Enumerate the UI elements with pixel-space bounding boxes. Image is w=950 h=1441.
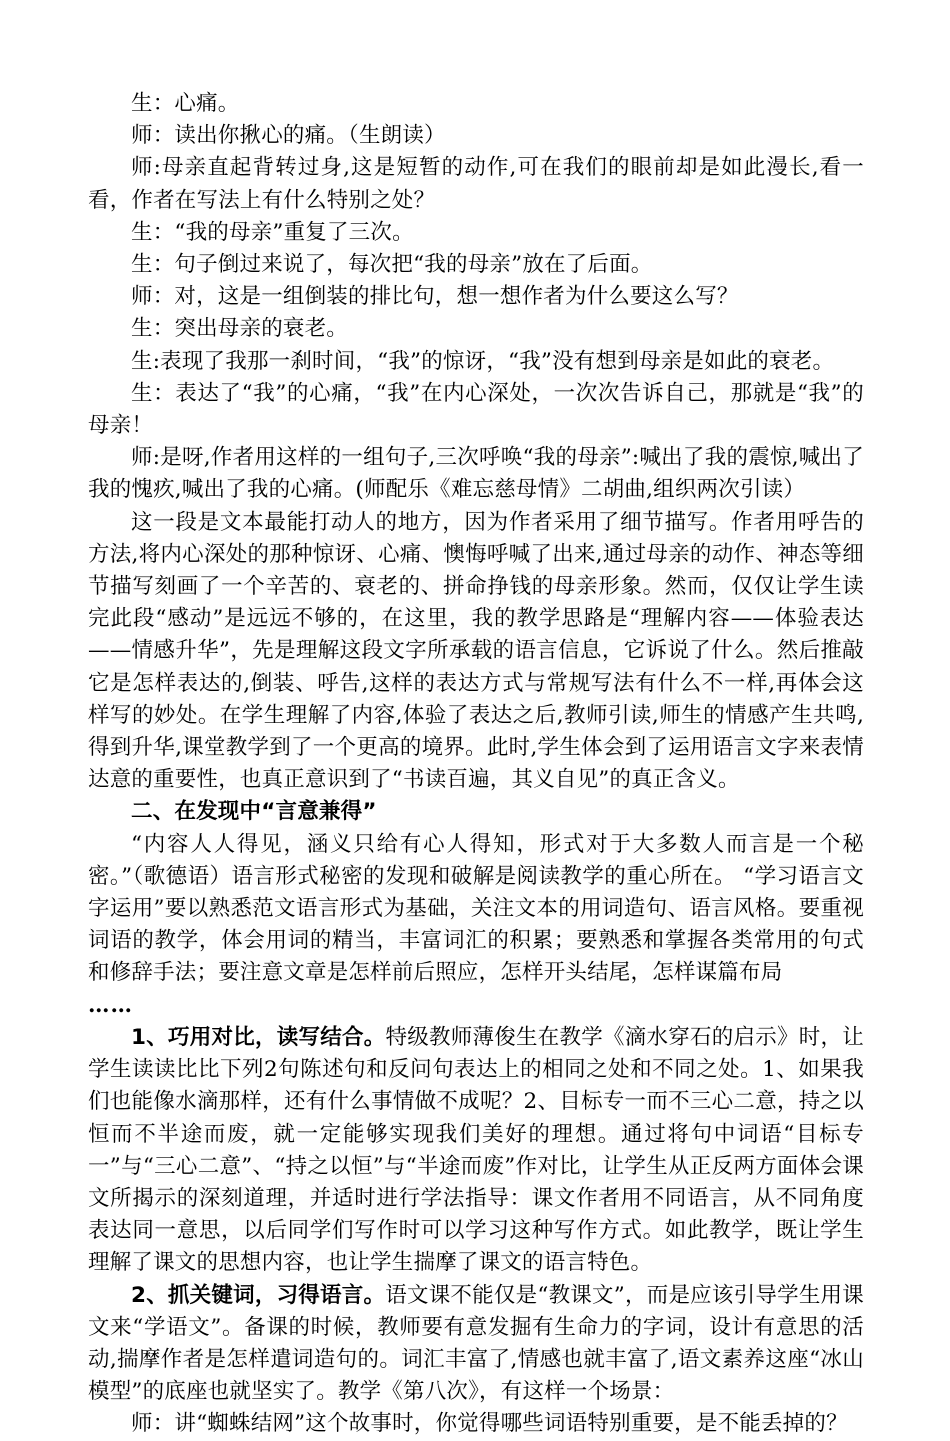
point-2-text: 语文课不能仅是“教课文”，而是应该引导学生用课文来“学语文”。备课的时候，教师要有意发掘有生命力的字词，设计有意思的活动,揣摩作者是怎样遣词造句的。词汇丰富了,情感也就丰富了,语文素养这座“冰山模型”的底座也就坚实了。教学《第八次》，有这样一个场景： bbox=[88, 1282, 864, 1405]
point-2-lead: 2、抓关键词，习得语言。 bbox=[131, 1282, 386, 1308]
dialogue-line: 师：读出你揪心的痛。（生朗读） bbox=[131, 123, 446, 149]
dialogue-line: 生：表达了“我”的心痛，“我”在内心深处，一次次告诉自己，那就是“我”的母亲！ bbox=[88, 380, 864, 439]
analysis-paragraph: 这一段是文本最能打动人的地方，因为作者采用了细节描写。作者用呼告的方法,将内心深处的那种惊讶、心痛、懊悔呼喊了出来,通过母亲的动作、神态等细节描写刻画了一个辛苦的、衰老的、拼命挣钱的母亲形象。然而，仅仅让学生读完此段“感动”是远远不够的，在这里，我的教学思路是“理解内容——体验表达——情感升华”，先是理解这段文字所承载的语言信息，它诉说了什么。然后推敲它是怎样表达的,倒装、呼告,这样的表达方式与常规写法有什么不一样,再体会这样写的妙处。在学生理解了内容,体验了表达之后,教师引读,师生的情感产生共鸣,得到升华,课堂教学到了一个更高的境界。此时,学生体会到了运用语言文字来表情达意的重要性，也真正意识到了“书读百遍，其义自见”的真正含义。 bbox=[88, 509, 864, 793]
dialogue-line: 师：对，这是一组倒装的排比句，想一想作者为什么要这么写？ bbox=[131, 284, 739, 310]
dialogue-line: 师：讲“蜘蛛结网”这个故事时，你觉得哪些词语特别重要，是不能丢掉的？ bbox=[131, 1411, 848, 1437]
dialogue-line: 生：“我的母亲”重复了三次。 bbox=[131, 219, 414, 245]
section-intro-paragraph: “内容人人得见，涵义只给有心人得知，形式对于大多数人而言是一个秘密。”（歌德语）语言形式秘密的发现和破解是阅读教学的重心所在。 “学习语言文字运用”要以熟悉范文语言形式为基础，关注文本的用词造句、语言风格。要重视词语的教学，体会用词的精当，丰富词汇的积累；要熟悉和掌握各类常用的句式和修辞手法；要注意文章是怎样前后照应，怎样开头结尾，怎样谋篇布局 bbox=[88, 831, 864, 986]
dialogue-line: 生：句子倒过来说了，每次把“我的母亲”放在了后面。 bbox=[131, 252, 653, 278]
dialogue-line: 师:是呀,作者用这样的一组句子,三次呼唤“我的母亲”:喊出了我的震惊,喊出了我的愧疚,喊出了我的心痛。(师配乐《难忘慈母情》二胡曲,组织两次引读） bbox=[88, 445, 864, 503]
ellipsis: …… bbox=[88, 992, 133, 1018]
point-1-text: 特级教师薄俊生在教学《滴水穿石的启示》时，让学生读读比比下列2句陈述句和反问句表达上的相同之处和不同之处。1、如果我们也能像水滴那样，还有什么事情做不成呢？2、目标专一而不三心二意，持之以恒而不半途而废，就一定能够实现我们美好的理想。通过将句中词语“目标专一”与“三心二意”、“持之以恒”与“半途而废”作对比，让学生从正反两方面体会课文所揭示的深刻道理，并适时进行学法指导：课文作者用不同语言，从不同角度表达同一意思，以后同学们写作时可以学习这种写作方式。如此教学，既让学生理解了课文的思想内容，也让学生揣摩了课文的语言特色。 bbox=[88, 1024, 864, 1276]
point-1-paragraph bbox=[88, 1022, 864, 1280]
point-1-lead: 1、巧用对比，读写结合。 bbox=[131, 1024, 386, 1050]
section-heading: 二、在发现中“言意兼得” bbox=[131, 799, 377, 825]
document-page bbox=[88, 88, 864, 1441]
dialogue-line: 生：突出母亲的衰老。 bbox=[131, 316, 349, 342]
dialogue-line: 生：心痛。 bbox=[131, 91, 240, 116]
dialogue-line: 生:表现了我那一刹时间，“我”的惊讶，“我”没有想到母亲是如此的衰老。 bbox=[131, 348, 835, 374]
dialogue-line: 师:母亲直起背转过身,这是短暂的动作,可在我们的眼前却是如此漫长,看一看，作者在写法上有什么特别之处？ bbox=[88, 155, 864, 213]
